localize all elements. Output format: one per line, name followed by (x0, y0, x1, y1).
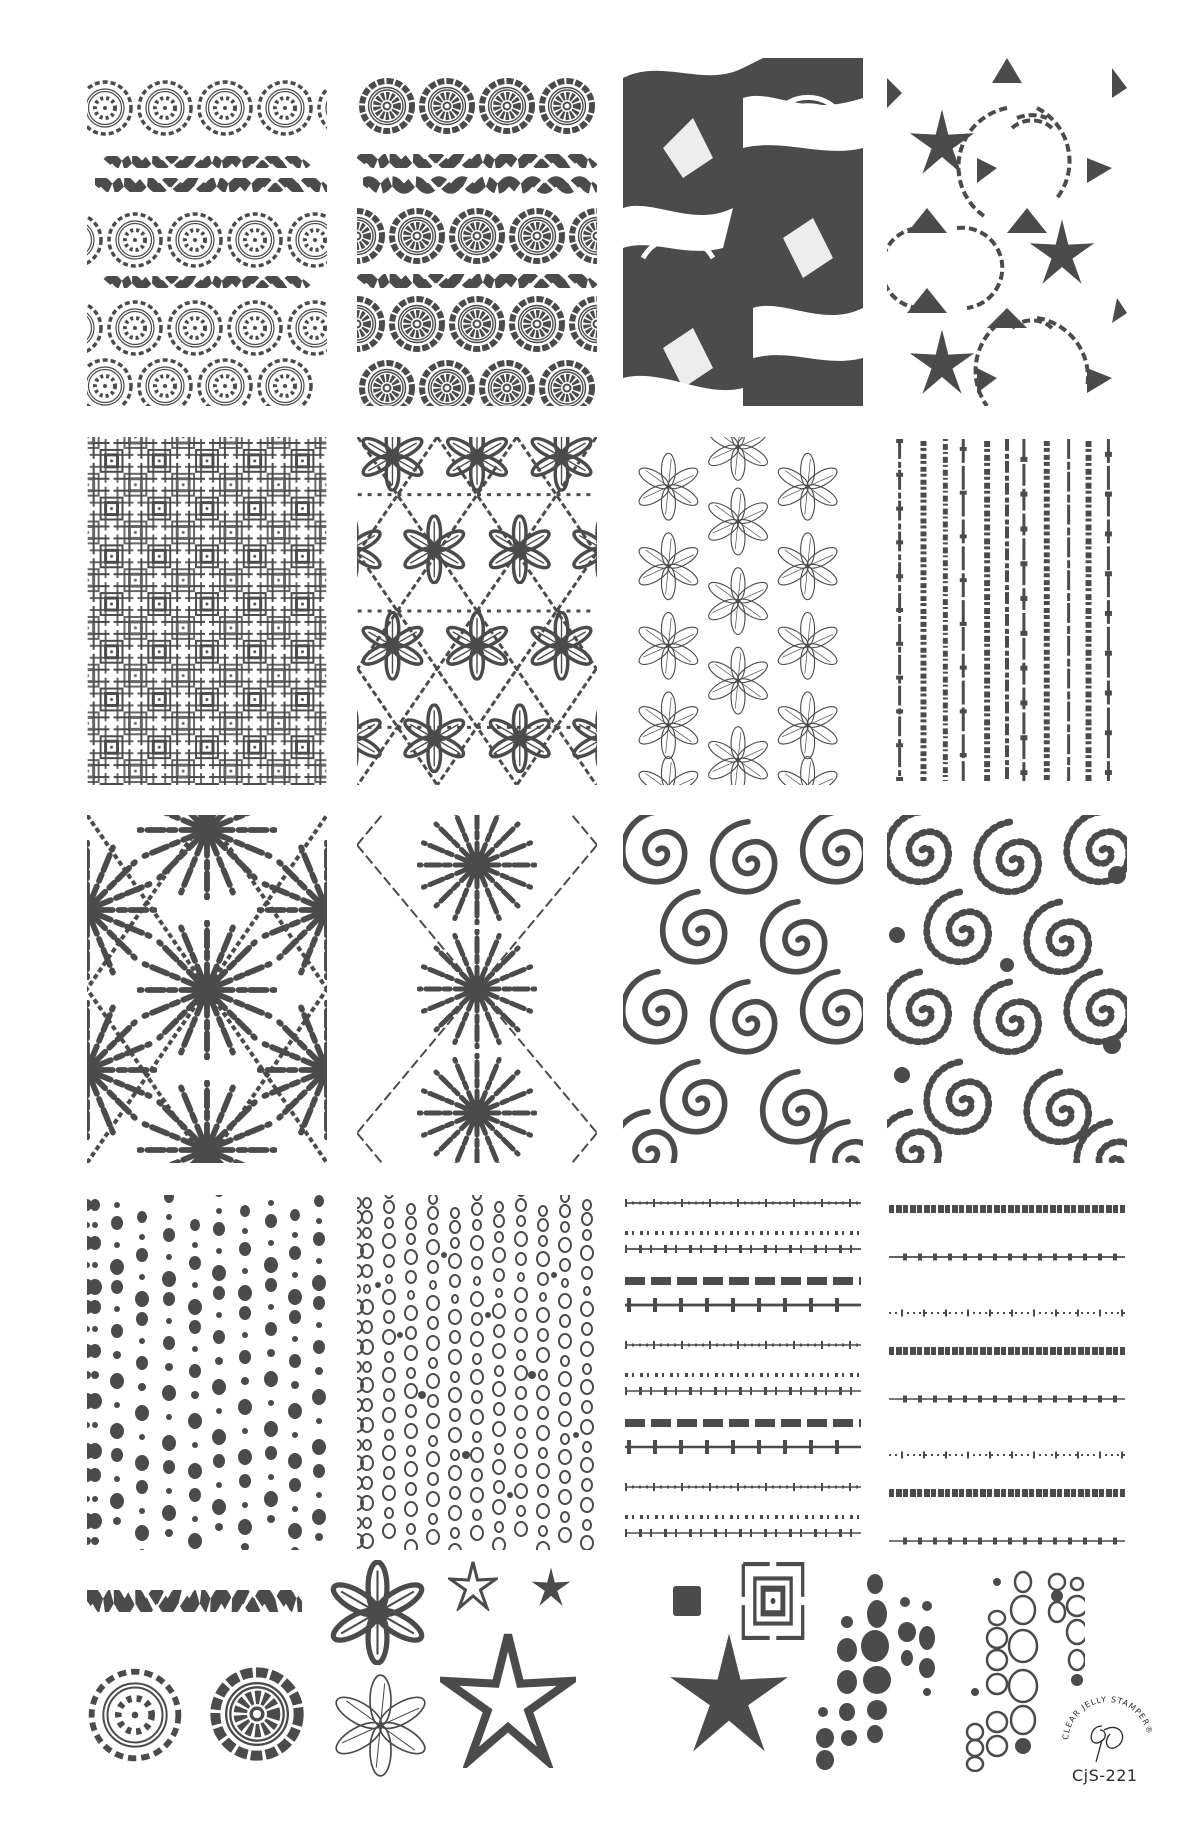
medallion-bold-element (207, 1658, 307, 1770)
signature-icon (1058, 1690, 1158, 1762)
tile-bubble-columns (357, 1195, 597, 1550)
tile-circle-medallions-light (87, 58, 327, 406)
tile-greek-key-squares (87, 437, 327, 785)
flower-bold-element (325, 1560, 430, 1665)
svg-text:CLEAR JELLY STAMPER® (1061, 1695, 1154, 1740)
medallion-pattern-icon (87, 58, 327, 406)
bubble-columns-pattern-icon (357, 1195, 597, 1550)
brand-logo (1058, 1690, 1158, 1762)
flower-sketch-element (328, 1673, 433, 1778)
vertical-stripes-pattern-icon (887, 437, 1127, 785)
starfish-solid-element (665, 1630, 793, 1760)
tile-spiral-dots (887, 815, 1127, 1163)
medallion-light-element (85, 1660, 185, 1770)
square-solid-element (672, 1585, 702, 1617)
sunburst-dense-pattern-icon (87, 815, 327, 1163)
tile-sketch-flowers (623, 437, 863, 785)
tile-starfish-marble-dense (623, 58, 863, 406)
drip-dots-pattern-icon (87, 1195, 327, 1550)
starfish-tiedye-pattern-icon (887, 58, 1127, 406)
greek-key-square-element (740, 1560, 806, 1642)
tile-horizontal-stitch-lines-a (623, 1195, 863, 1550)
starfish-marble-pattern-icon (623, 58, 863, 406)
tile-horizontal-stitch-lines-b (887, 1195, 1127, 1550)
tile-hexagon-flowers (357, 437, 597, 785)
shibori-strip-element (87, 1590, 302, 1612)
hexagon-flower-pattern-icon (357, 437, 597, 785)
tile-starfish-tiedye (887, 58, 1127, 406)
tile-vertical-shibori-stripes (887, 437, 1127, 785)
sunburst-diamond-pattern-icon (357, 815, 597, 1163)
stitch-lines-a-pattern-icon (623, 1195, 863, 1550)
tile-sunburst-diamond (357, 815, 597, 1163)
starfish-small-outline-element (448, 1560, 498, 1612)
stitch-lines-b-pattern-icon (887, 1195, 1127, 1550)
drip-dots-column-element (815, 1562, 935, 1772)
tile-circle-medallions-bold (357, 58, 597, 406)
tile-spiral-outlines (623, 815, 863, 1163)
sketch-flower-pattern-icon (623, 437, 863, 785)
spiral-outline-pattern-icon (623, 815, 863, 1163)
starfish-large-outline-element (440, 1625, 576, 1775)
logo-arc-text: CLEAR JELLY STAMPER® (1060, 1694, 1155, 1741)
tile-sunburst-dense (87, 815, 327, 1163)
spiral-dots-pattern-icon (887, 815, 1127, 1163)
starfish-tiny-element (530, 1565, 572, 1610)
medallion-bold-pattern-icon (357, 58, 597, 406)
plate-code: CjS-221 (1072, 1766, 1138, 1785)
greek-key-pattern-icon (87, 437, 327, 785)
tile-drip-dots (87, 1195, 327, 1550)
